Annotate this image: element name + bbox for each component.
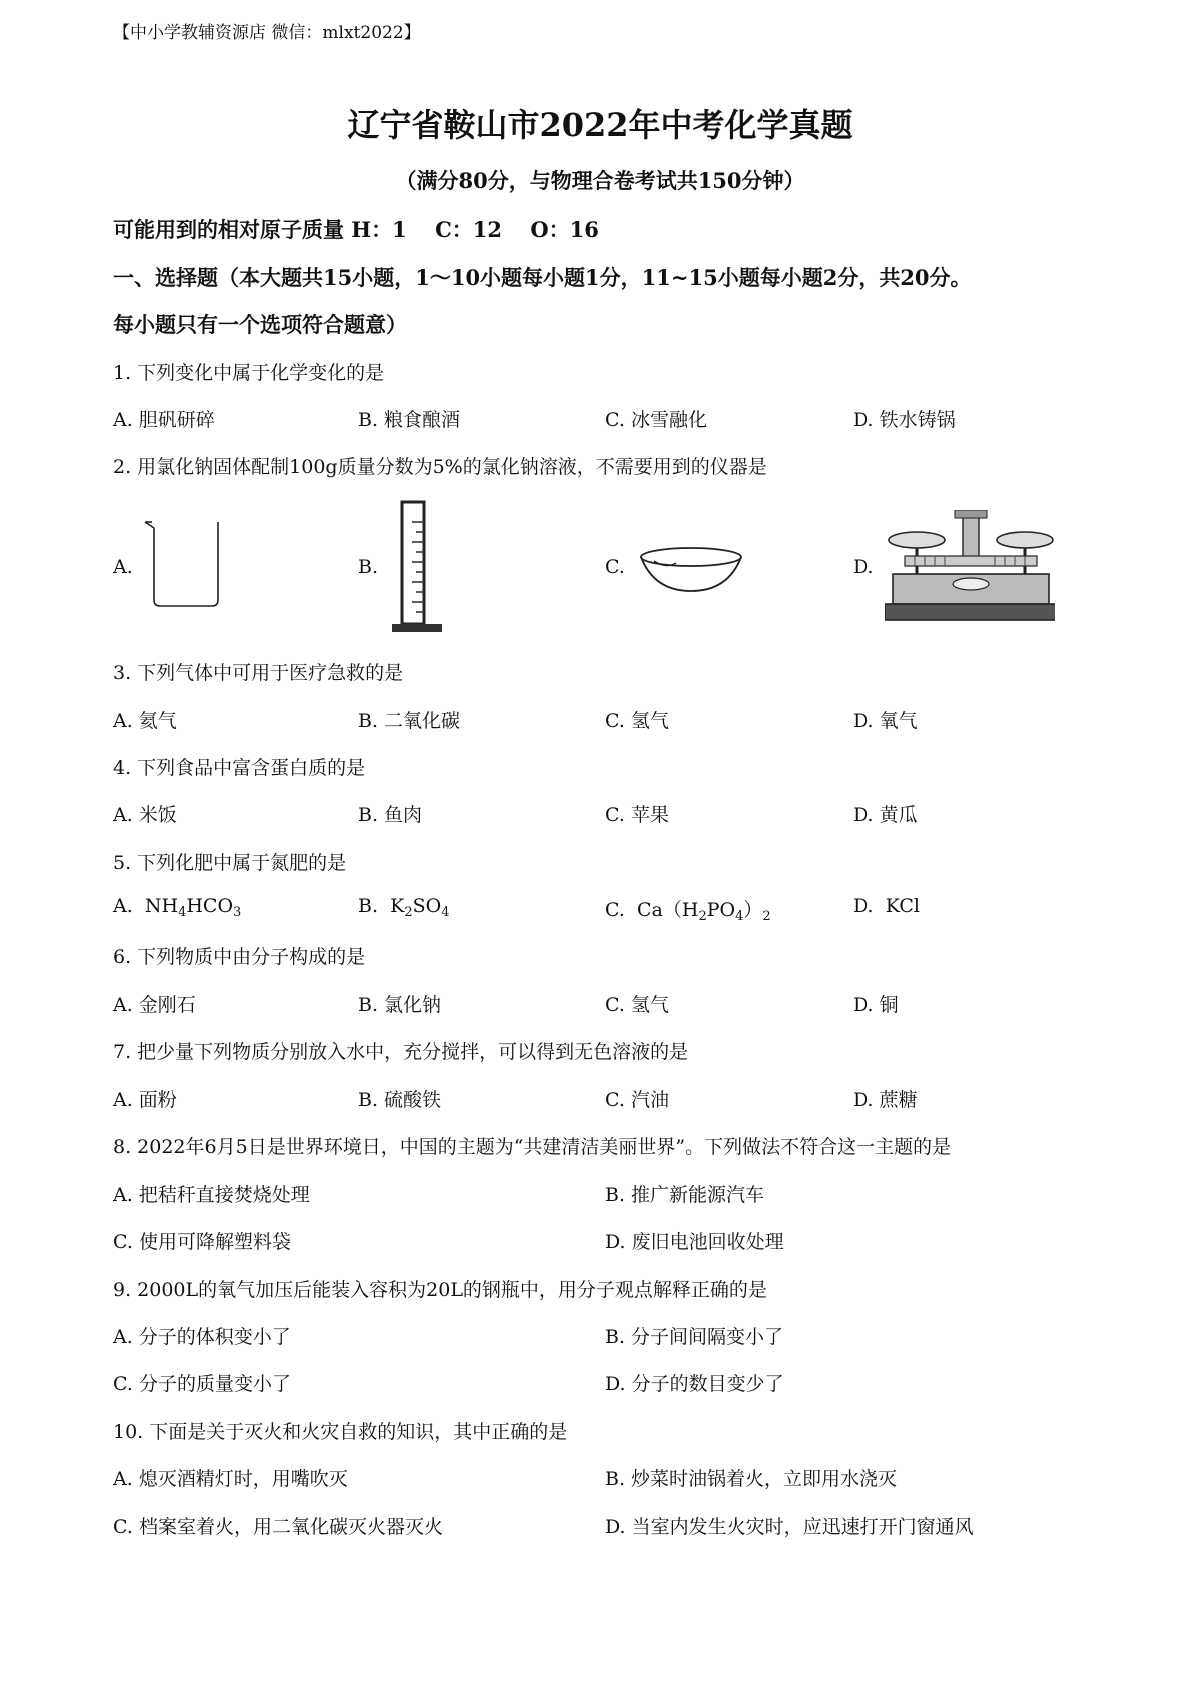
section1-heading-cont: 每小题只有一个选项符合题意） — [113, 312, 407, 337]
question-8-option-a: A. 把秸秆直接焚烧处理 — [113, 1184, 310, 1206]
question-9-option-d: D. 分子的数目变少了 — [605, 1373, 784, 1395]
question-2-option-b: B. — [358, 556, 379, 578]
beaker-icon — [140, 518, 235, 613]
question-6-option-b: B. 氯化钠 — [358, 994, 442, 1016]
question-10-option-b: B. 炒菜时油锅着火，立即用水浇灭 — [605, 1468, 898, 1490]
question-4-option-d: D. 黄瓜 — [853, 804, 918, 826]
question-1-stem: 1. 下列变化中属于化学变化的是 — [113, 362, 385, 384]
question-2-stem: 2. 用氯化钠固体配制100g质量分数为5%的氯化钠溶液，不需要用到的仪器是 — [113, 456, 767, 478]
question-8-stem: 8. 2022年6月5日是世界环境日，中国的主题为“共建清洁美丽世界”。下列做法不符合这一主题的是 — [113, 1136, 952, 1158]
question-2-option-a: A. — [113, 556, 133, 578]
question-9-option-b: B. 分子间间隔变小了 — [605, 1326, 784, 1348]
question-10-option-c: C. 档案室着火，用二氧化碳灭火器灭火 — [113, 1516, 443, 1538]
question-7-stem: 7. 把少量下列物质分别放入水中，充分搅拌，可以得到无色溶液的是 — [113, 1041, 689, 1063]
evaporating-dish-icon — [636, 545, 746, 595]
page-subtitle: （满分80分，与物理合卷考试共150分钟） — [395, 168, 805, 193]
question-7-option-a: A. 面粉 — [113, 1089, 177, 1111]
question-3-option-b: B. 二氧化碳 — [358, 710, 461, 732]
question-4-option-a: A. 米饭 — [113, 804, 177, 826]
question-7-option-d: D. 蔗糖 — [853, 1089, 918, 1111]
question-9-option-a: A. 分子的体积变小了 — [113, 1326, 291, 1348]
question-8-option-b: B. 推广新能源汽车 — [605, 1184, 765, 1206]
question-5-stem: 5. 下列化肥中属于氮肥的是 — [113, 852, 347, 874]
question-3-option-a: A. 氦气 — [113, 710, 177, 732]
question-10-option-d: D. 当室内发生火灾时，应迅速打开门窗通风 — [605, 1516, 974, 1538]
question-7-option-c: C. 汽油 — [605, 1089, 669, 1111]
graduated-cylinder-icon — [392, 500, 447, 635]
question-3-option-d: D. 氧气 — [853, 710, 918, 732]
question-9-stem: 9. 2000L的氧气加压后能装入容积为20L的钢瓶中，用分子观点解释正确的是 — [113, 1279, 767, 1301]
question-2-option-d: D. — [853, 556, 874, 578]
question-5-option-a: A. $NH_4HCO_3$ — [113, 895, 242, 920]
question-1-option-c: C. 冰雪融化 — [605, 409, 707, 431]
atomic-mass-line: 可能用到的相对原子质量 H：1 C：12 O：16 — [113, 217, 599, 242]
question-9-option-c: C. 分子的质量变小了 — [113, 1373, 291, 1395]
question-4-option-b: B. 鱼肉 — [358, 804, 423, 826]
question-6-option-d: D. 铜 — [853, 994, 899, 1016]
question-2-option-c: C. — [605, 556, 625, 578]
question-4-stem: 4. 下列食品中富含蛋白质的是 — [113, 757, 366, 779]
question-3-option-c: C. 氢气 — [605, 710, 669, 732]
header-note: 【中小学教辅资源店 微信：mlxt2022】 — [113, 23, 421, 43]
balance-scale-icon — [885, 510, 1055, 630]
question-6-stem: 6. 下列物质中由分子构成的是 — [113, 946, 366, 968]
page-title: 辽宁省鞍山市2022年中考化学真题 — [347, 106, 853, 144]
question-5-option-c: C. $Ca(H_2PO_4)_2$ — [605, 899, 771, 924]
question-1-option-b: B. 粮食酿酒 — [358, 409, 461, 431]
question-3-stem: 3. 下列气体中可用于医疗急救的是 — [113, 662, 404, 684]
question-8-option-d: D. 废旧电池回收处理 — [605, 1231, 784, 1253]
question-1-option-d: D. 铁水铸锅 — [853, 409, 956, 431]
question-6-option-a: A. 金刚石 — [113, 994, 196, 1016]
question-7-option-b: B. 硫酸铁 — [358, 1089, 442, 1111]
question-4-option-c: C. 苹果 — [605, 804, 669, 826]
question-10-option-a: A. 熄灭酒精灯时，用嘴吹灭 — [113, 1468, 348, 1490]
question-5-option-d: D. KCl — [853, 895, 921, 917]
question-6-option-c: C. 氢气 — [605, 994, 669, 1016]
question-1-option-a: A. 胆矾研碎 — [113, 409, 215, 431]
question-5-option-b: B. $K_2SO_4$ — [358, 895, 450, 920]
section1-heading: 一、选择题（本大题共15小题，1～10小题每小题1分，11~15小题每小题2分，共20分。 — [113, 265, 972, 290]
question-8-option-c: C. 使用可降解塑料袋 — [113, 1231, 291, 1253]
question-10-stem: 10. 下面是关于灭火和火灾自救的知识，其中正确的是 — [113, 1421, 568, 1443]
